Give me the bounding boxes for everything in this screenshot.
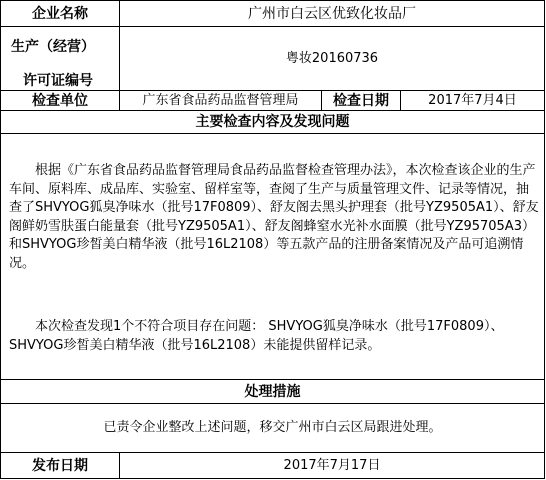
inspection-date-label: 检查日期 [321, 90, 401, 111]
enterprise-name-label: 企业名称 [0, 0, 120, 27]
main-issues-paragraph-1-text: 根据《广东省食品药品监督管理局食品药品监督检查管理办法》，本次检查该企业的生产车间、原料库、成品库、实验室、留样室等，查阅了生产与质量管理文件、记录等情况，抽查了SHVYOG狐臭净味水（批号17F0809）、舒友阁去黑头护理套（批号YZ9505A1）、舒友阁鲜奶雪肤蛋白能量套（批号YZ9505A1）、舒友阁蜂窒水光补水面膜（批号YZ95705A3）和SHVYOG珍皙美白精华液（批号16L2108）等五款产品的注册备案情况及产品可追溯情况。 [9, 163, 539, 271]
license-number-label [0, 26, 120, 91]
inspection-date-value: 2017年7月4日 [400, 90, 545, 111]
enterprise-name-value: 广州市白云区优致化妆品厂 [119, 0, 545, 27]
measures-heading: 处理措施 [0, 379, 545, 404]
license-number-value: 粤妆20160736 [119, 26, 545, 91]
main-issues-paragraph-2 [9, 318, 539, 355]
main-issues-paragraph-2-text: 本次检查发现1个不符合项目存在问题： SHVYOG狐臭净味水（批号17F0809）、SHVYOG珍皙美白精华液（批号16L2108）未能提供留样记录。 [9, 319, 504, 353]
publish-date-value: 2017年7月17日 [119, 452, 545, 479]
main-issues-heading: 主要检查内容及发现问题 [0, 110, 545, 134]
publish-date-label: 发布日期 [0, 452, 120, 479]
license-label-line2: 许可证编号 [23, 73, 93, 89]
main-issues-paragraph-1 [9, 162, 539, 273]
inspection-unit-value: 广东省食品药品监督管理局 [119, 90, 322, 111]
measures-content: 已责令企业整改上述问题，移交广州市白云区局跟进处理。 [0, 403, 545, 453]
inspection-unit-label: 检查单位 [0, 90, 120, 111]
license-label-line1: 生产（经营） [11, 39, 95, 55]
